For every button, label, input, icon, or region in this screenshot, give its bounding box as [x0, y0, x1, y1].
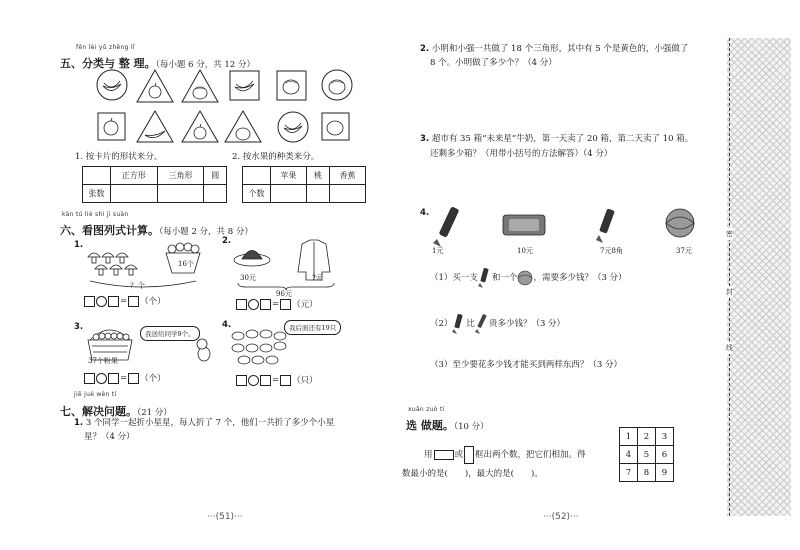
right-q2-cont: 8 个。小明做了多少个？（4 分）	[430, 58, 557, 68]
p3-number: 3.	[74, 322, 84, 332]
table2-cell[interactable]	[306, 185, 329, 203]
grid-cell[interactable]: 2	[638, 428, 656, 446]
card-triangle-peach-2	[225, 111, 261, 142]
answer-box[interactable]	[108, 296, 119, 307]
fruit-count-table	[242, 166, 366, 203]
table2-header-apple: 苹果	[271, 167, 307, 185]
grid-cell[interactable]: 6	[656, 446, 674, 464]
equals-sign: =	[272, 299, 280, 309]
p3-basket-label: 37个粉果	[88, 357, 118, 365]
sec6-pinyin: kàn tú liè shì jì suàn	[62, 211, 129, 218]
p2-coat-price: ?元	[312, 274, 323, 282]
sec6-title: 六、看图列式计算。	[60, 224, 159, 237]
right-sub1: （1）买一支 和一个 ，需要多少钱？（3 分）	[430, 268, 627, 288]
shape-count-table	[82, 166, 227, 203]
answer-box[interactable]	[84, 373, 95, 384]
table1-header-circle: 圆	[204, 167, 227, 185]
p1-equation	[84, 295, 166, 307]
answer-box[interactable]	[260, 375, 271, 386]
answer-box[interactable]	[108, 373, 119, 384]
sec7-pinyin: jiě jué wèn tí	[74, 391, 117, 398]
table1-cell[interactable]	[204, 185, 227, 203]
p3-equation	[84, 372, 166, 384]
right-q3-cont: 还剩多少箱？（用带小括号的方法解答）（4 分）	[430, 149, 613, 159]
table1-cell[interactable]	[157, 185, 204, 203]
card-circle-peach	[322, 70, 352, 100]
equals-sign: =	[120, 296, 128, 306]
table2-header-banana: 香蕉	[330, 167, 366, 185]
card-circle-banana	[97, 70, 127, 100]
table2-header-peach: 桃	[306, 167, 329, 185]
sec5-title: 五、分类与 整 理。	[60, 57, 156, 70]
card-triangle-apple	[137, 70, 173, 102]
sec5-pinyin: fēn lèi yǔ zhěng lǐ	[76, 44, 135, 51]
right-q2: 2. 小明和小强一共做了 18 个三角形，其中有 5 个是黄色的，小强做了	[420, 44, 689, 54]
p1-number: 1.	[74, 240, 84, 250]
p2-total: 96元	[276, 290, 292, 298]
answer-box[interactable]	[236, 375, 247, 386]
answer-box[interactable]	[280, 375, 291, 386]
sec5-q1: 1. 按卡片的形状来分。	[75, 152, 163, 162]
answer-box[interactable]	[84, 296, 95, 307]
right-sub3: （3）至少要花多少钱才能买到两样东西？（3 分）	[430, 360, 623, 370]
p2-equation	[236, 298, 318, 310]
sec5-q2: 2. 按水果的种类来分。	[232, 152, 320, 162]
card-square-peach-2	[322, 113, 349, 140]
p1-unit: （个）	[140, 297, 166, 307]
right-q4-number: 4.	[420, 208, 430, 218]
sec7-title: 七、解决问题。	[60, 405, 137, 418]
sec6-note: （每小题 2 分，共 8 分）	[159, 227, 253, 237]
opt-heading	[406, 414, 489, 433]
grid-cell[interactable]: 3	[656, 428, 674, 446]
table1-header-triangle: 三角形	[157, 167, 204, 185]
shop-items-illustration	[425, 205, 715, 257]
table2-cell[interactable]	[330, 185, 366, 203]
opt-line2: 数最小的是( )，最大的是( )。	[402, 469, 543, 479]
opt-line1: 用 或 框出两个数，把它们相加。得	[424, 446, 586, 464]
grid-cell[interactable]: 4	[620, 446, 638, 464]
table2-row-label: 个数	[243, 185, 271, 203]
table1-cell[interactable]	[111, 185, 158, 203]
cards-row-2	[95, 108, 395, 148]
sec7-q1: 1. 3 个同学一起折小星星，每人折了 7 个，他们一共折了多少个小星	[74, 418, 335, 428]
card-square-apple	[98, 113, 125, 140]
p4-speech-bubble: 我后面还有19只	[284, 320, 341, 335]
opt-title: 选 做题。	[406, 419, 454, 432]
right-q3: 3. 超市有 35 箱“未来星”牛奶，第一天卖了 20 箱，第二天卖了 10 箱。	[420, 134, 694, 144]
card-triangle-banana	[137, 111, 173, 142]
p4-number: 4.	[222, 320, 232, 330]
sec7-q1-cont: 星？（4 分）	[84, 432, 135, 442]
ball-icon	[517, 270, 533, 286]
answer-box[interactable]	[236, 299, 247, 310]
answer-box[interactable]	[280, 299, 291, 310]
opt-pinyin: xuǎn zuò tí	[408, 406, 445, 413]
p4-equation	[236, 374, 318, 386]
p1-bag-label: 16个	[178, 260, 194, 268]
ball-price: 37元	[676, 247, 692, 255]
binding-strip	[727, 38, 791, 516]
ball-icon	[666, 209, 694, 237]
card-circle-banana-2	[278, 112, 308, 142]
p2-number: 2.	[222, 236, 232, 246]
seal-dashed-line	[729, 38, 730, 516]
pen-price: 1元	[432, 247, 444, 255]
card-square-banana	[230, 71, 259, 100]
p4-unit: （只）	[292, 376, 318, 386]
seal-char: 密	[726, 230, 733, 238]
marker-price: 7元8角	[600, 247, 623, 255]
grid-cell[interactable]: 9	[656, 464, 674, 482]
right-page-number: ···(52)···	[543, 512, 579, 522]
pencil-case-icon	[503, 215, 545, 235]
p3-speech-bubble: 我送给同学9个。	[140, 326, 200, 341]
horizontal-frame-icon	[434, 450, 454, 460]
grid-cell[interactable]: 7	[620, 464, 638, 482]
mushrooms-illustration	[84, 237, 214, 293]
seal-char: 封	[726, 288, 733, 296]
operator-circle[interactable]	[96, 296, 107, 307]
marker-icon	[475, 314, 489, 334]
pen-icon	[433, 207, 459, 247]
sec7-note: （21 分）	[137, 408, 172, 418]
marker-icon	[478, 268, 492, 288]
vertical-frame-icon	[464, 446, 474, 464]
answer-box[interactable]	[128, 296, 139, 307]
cards-row-1	[95, 68, 395, 108]
right-sub2: （2） 比 贵多少钱？（3 分）	[430, 314, 565, 334]
equals-sign: =	[120, 373, 128, 383]
grid-cell[interactable]: 5	[638, 446, 656, 464]
card-triangle-peach	[182, 70, 218, 102]
marker-icon	[596, 208, 615, 243]
sec5-note: （每小题 6 分，共 12 分）	[155, 60, 255, 70]
pencil-case-price: 10元	[517, 247, 533, 255]
table2-cell[interactable]	[271, 185, 307, 203]
grid-cell[interactable]: 1	[620, 428, 638, 446]
answer-box[interactable]	[128, 373, 139, 384]
operator-circle[interactable]	[96, 373, 107, 384]
opt-note: （10 分）	[453, 422, 489, 432]
p3-unit: （个）	[140, 374, 166, 384]
equals-sign: =	[272, 375, 280, 385]
operator-circle[interactable]	[248, 299, 259, 310]
answer-box[interactable]	[260, 299, 271, 310]
p2-hat-price: 30元	[240, 274, 256, 282]
pen-icon	[452, 314, 466, 334]
table1-header-square: 正方形	[111, 167, 158, 185]
left-page-number: ···(51)···	[207, 512, 243, 522]
p2-unit: （元）	[292, 300, 318, 310]
number-grid	[619, 427, 674, 482]
card-square-peach	[277, 71, 306, 100]
seal-char: 线	[726, 344, 733, 352]
table1-row-label: 张数	[83, 185, 111, 203]
card-triangle-apple-2	[182, 111, 218, 142]
grid-cell[interactable]: 8	[638, 464, 656, 482]
p1-question: ？个	[130, 281, 145, 290]
operator-circle[interactable]	[248, 375, 259, 386]
